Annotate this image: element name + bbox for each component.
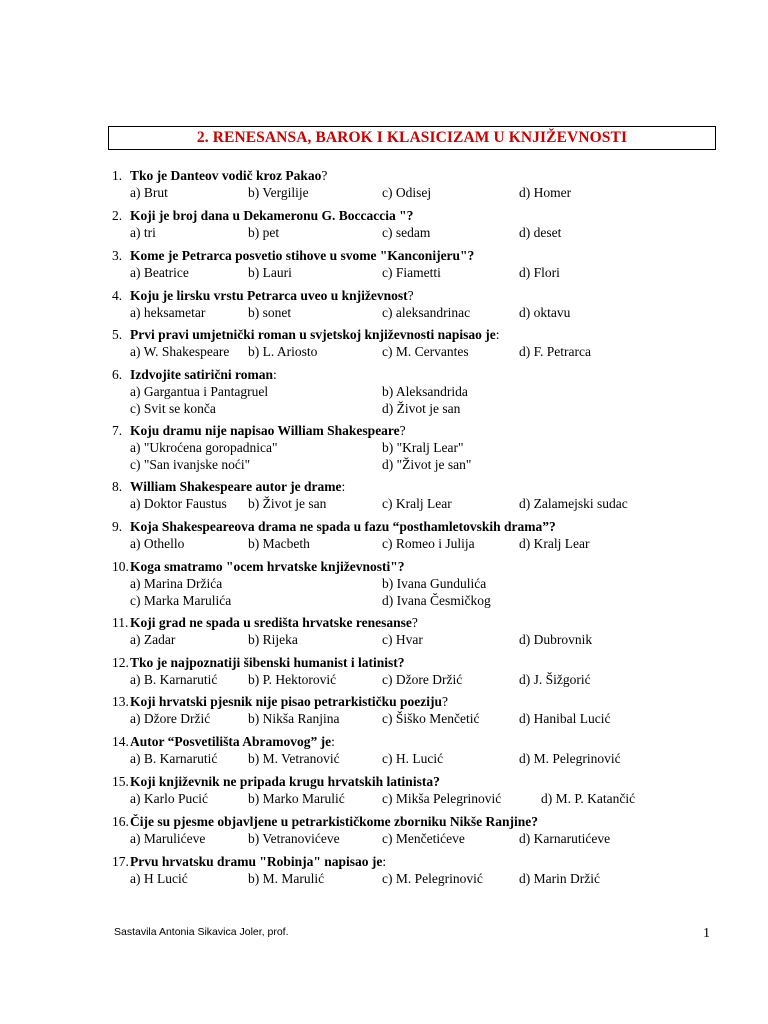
question-item [112, 693, 712, 727]
answer-option: d) M. P. Katančić [541, 791, 636, 806]
question-text: Prvu hrvatsku dramu "Robinja" napisao je [130, 854, 383, 869]
answer-option: c) Šiško Menčetić [382, 711, 480, 726]
answer-option: a) Marina Držića [130, 576, 223, 591]
answer-row [112, 264, 712, 281]
answer-option: d) Homer [519, 185, 572, 200]
answer-option: d) Zalamejski sudac [519, 496, 628, 511]
question-number: 11. [112, 615, 129, 630]
question-number: 17. [112, 854, 129, 869]
question-punctuation: : [331, 734, 335, 749]
question-number: 12. [112, 655, 129, 670]
answer-option: a) Karlo Pucić [130, 791, 208, 806]
answer-option: c) "San ivanjske noći" [130, 457, 251, 472]
answer-option: c) Džore Držić [382, 672, 463, 687]
question-text: Koji grad ne spada u središta hrvatske renesanse [130, 615, 412, 630]
answer-row [112, 535, 712, 552]
answer-option: c) M. Pelegrinović [382, 871, 483, 886]
question-item [112, 558, 712, 609]
answer-option: a) B. Karnarutić [130, 672, 218, 687]
answer-option: c) Marka Marulića [130, 593, 232, 608]
question-number: 3. [112, 248, 123, 263]
question-punctuation: : [272, 367, 277, 382]
answer-option: d) Ivana Česmičkog [382, 593, 491, 608]
question-number: 16. [112, 814, 129, 829]
answer-option: b) Macbeth [248, 536, 310, 551]
answer-option: c) M. Cervantes [382, 344, 469, 359]
question-punctuation: : [382, 854, 387, 869]
answer-option: a) Gargantua i Pantagruel [130, 384, 269, 399]
question-punctuation: : [341, 479, 346, 494]
answer-option: d) Život je san [382, 401, 461, 416]
answer-option: a) B. Karnarutić [130, 751, 218, 766]
question-text: Koga smatramo "ocem hrvatske književnosti"? [130, 559, 405, 574]
page-number: 1 [703, 926, 710, 941]
answer-option: b) P. Hektorović [248, 672, 337, 687]
question-item [112, 366, 712, 417]
question-line [112, 478, 712, 495]
answer-option: b) "Kralj Lear" [382, 440, 464, 455]
question-item [112, 773, 712, 807]
question-text: Kome je Petrarca posvetio stihove u svome "Kanconijeru"? [130, 248, 475, 263]
answer-option: d) Flori [519, 265, 560, 280]
answer-row [112, 343, 712, 360]
question-item [112, 287, 712, 321]
question-text: Čije su pjesme objavljene u petrarkističkome zborniku Nikše Ranjine? [130, 814, 538, 829]
question-number: 4. [112, 288, 123, 303]
question-number: 15. [112, 774, 129, 789]
question-line [112, 207, 712, 224]
answer-option: b) L. Ariosto [248, 344, 318, 359]
question-text: Tko je Danteov vodič kroz Pakao [130, 168, 322, 183]
question-punctuation: ? [442, 694, 449, 709]
answer-option: a) "Ukroćena goropadnica" [130, 440, 278, 455]
question-number: 14. [112, 734, 129, 749]
question-text: William Shakespeare autor je drame [130, 479, 342, 494]
question-item [112, 654, 712, 688]
answer-option: d) oktavu [519, 305, 571, 320]
question-line [112, 693, 712, 710]
answer-row [112, 495, 712, 512]
answer-row [112, 383, 712, 400]
question-line [112, 366, 712, 383]
answer-option: c) H. Lucić [382, 751, 444, 766]
answer-option: c) Odisej [382, 185, 432, 200]
answer-row [112, 830, 712, 847]
question-punctuation: ? [399, 423, 406, 438]
question-line [112, 518, 712, 535]
question-punctuation: ? [407, 288, 414, 303]
answer-option: b) Vetranovićeve [248, 831, 340, 846]
answer-option: c) Kralj Lear [382, 496, 452, 511]
question-punctuation: ? [321, 168, 328, 183]
question-punctuation: : [495, 327, 500, 342]
answer-option: c) aleksandrinac [382, 305, 471, 320]
answer-row [112, 750, 712, 767]
question-number: 6. [112, 367, 123, 382]
answer-option: c) Fiametti [382, 265, 441, 280]
answer-option: a) H Lucić [130, 871, 188, 886]
question-text: Koji je broj dana u Dekameronu G. Boccaccia "? [130, 208, 414, 223]
answer-row [112, 592, 712, 609]
answer-option: d) Kralj Lear [519, 536, 590, 551]
answer-row [112, 400, 712, 417]
question-line [112, 167, 712, 184]
answer-option: b) M. Vetranović [248, 751, 340, 766]
answer-option: a) Doktor Faustus [130, 496, 227, 511]
answer-option: a) Beatrice [130, 265, 189, 280]
question-text: Autor “Posvetilišta Abramovog” je [130, 734, 332, 749]
answer-option: c) Menčetićeve [382, 831, 465, 846]
question-number: 2. [112, 208, 123, 223]
answer-option: d) Marin Držić [519, 871, 600, 886]
answer-row [112, 870, 712, 887]
question-text: Koji hrvatski pjesnik nije pisao petrarkističku poeziju [130, 694, 443, 709]
answer-row [112, 710, 712, 727]
question-line [112, 654, 712, 671]
question-item [112, 207, 712, 241]
answer-option: d) "Život je san" [382, 457, 472, 472]
question-punctuation: ? [411, 615, 418, 630]
question-item [112, 813, 712, 847]
answer-row [112, 304, 712, 321]
answer-option: b) sonet [248, 305, 292, 320]
answer-option: b) Lauri [248, 265, 292, 280]
answer-option: b) Aleksandrida [382, 384, 468, 399]
answer-row [112, 575, 712, 592]
answer-option: d) Dubrovnik [519, 632, 593, 647]
answer-row [112, 671, 712, 688]
answer-option: d) Hanibal Lucić [519, 711, 611, 726]
answer-option: b) Život je san [248, 496, 327, 511]
question-text: Prvi pravi umjetnički roman u svjetskoj književnosti napisao je [130, 327, 496, 342]
answer-row [112, 224, 712, 241]
question-item [112, 326, 712, 360]
question-item [112, 478, 712, 512]
answer-option: a) Brut [130, 185, 168, 200]
question-number: 13. [112, 694, 129, 709]
question-text: Izdvojite satirični roman [130, 367, 273, 382]
question-line [112, 558, 712, 575]
question-line [112, 853, 712, 870]
answer-option: c) Romeo i Julija [382, 536, 475, 551]
footer-credit: Sastavila Antonia Sikavica Joler, prof. [114, 926, 289, 938]
answer-option: c) Svit se konča [130, 401, 216, 416]
answer-option: a) Zadar [130, 632, 176, 647]
answer-option: a) Othello [130, 536, 185, 551]
question-text: Koji književnik ne pripada krugu hrvatskih latinista? [130, 774, 440, 789]
question-number: 1. [112, 168, 123, 183]
answer-row [112, 456, 712, 473]
question-line [112, 614, 712, 631]
answer-row [112, 439, 712, 456]
answer-option: b) Ivana Gundulića [382, 576, 487, 591]
answer-option: b) pet [248, 225, 280, 240]
answer-option: d) J. Šižgorić [519, 672, 591, 687]
question-item [112, 853, 712, 887]
answer-option: c) Mikša Pelegrinović [382, 791, 502, 806]
answer-option: c) sedam [382, 225, 431, 240]
question-line [112, 247, 712, 264]
question-item [112, 247, 712, 281]
question-item [112, 422, 712, 473]
question-line [112, 733, 712, 750]
answer-option: b) Marko Marulić [248, 791, 345, 806]
answer-option: d) M. Pelegrinović [519, 751, 621, 766]
question-number: 5. [112, 327, 123, 342]
answer-option: b) M. Marulić [248, 871, 325, 886]
answer-option: a) Marulićeve [130, 831, 206, 846]
question-line [112, 813, 712, 830]
answer-option: b) Rijeka [248, 632, 298, 647]
answer-row [112, 631, 712, 648]
question-line [112, 326, 712, 343]
answer-row [112, 184, 712, 201]
answer-option: a) heksametar [130, 305, 206, 320]
answer-option: a) W. Shakespeare [130, 344, 230, 359]
answer-option: c) Hvar [382, 632, 423, 647]
question-text: Koju dramu nije napisao William Shakespeare [130, 423, 400, 438]
question-item [112, 733, 712, 767]
question-line [112, 287, 712, 304]
question-number: 7. [112, 423, 123, 438]
question-text: Tko je najpoznatiji šibenski humanist i latinist? [130, 655, 405, 670]
title-box [108, 126, 716, 150]
answer-option: a) Džore Držić [130, 711, 211, 726]
answer-option: d) F. Petrarca [519, 344, 592, 359]
question-item [112, 614, 712, 648]
question-text: Koja Shakespeareova drama ne spada u fazu “posthamletovskih drama”? [130, 519, 556, 534]
document-title: 2. RENESANSA, BAROK I KLASICIZAM U KNJIŽEVNOSTI [196, 129, 628, 146]
answer-option: a) tri [130, 225, 156, 240]
question-item [112, 167, 712, 201]
question-number: 9. [112, 519, 123, 534]
question-number: 10. [112, 559, 129, 574]
answer-option: b) Nikša Ranjina [248, 711, 340, 726]
answer-option: d) deset [519, 225, 562, 240]
question-number: 8. [112, 479, 123, 494]
answer-row [112, 790, 712, 807]
question-text: Koju je lirsku vrstu Petrarca uveo u književnost [130, 288, 408, 303]
question-line [112, 422, 712, 439]
question-line [112, 773, 712, 790]
answer-option: b) Vergilije [248, 185, 309, 200]
answer-option: d) Karnarutićeve [519, 831, 611, 846]
question-item [112, 518, 712, 552]
